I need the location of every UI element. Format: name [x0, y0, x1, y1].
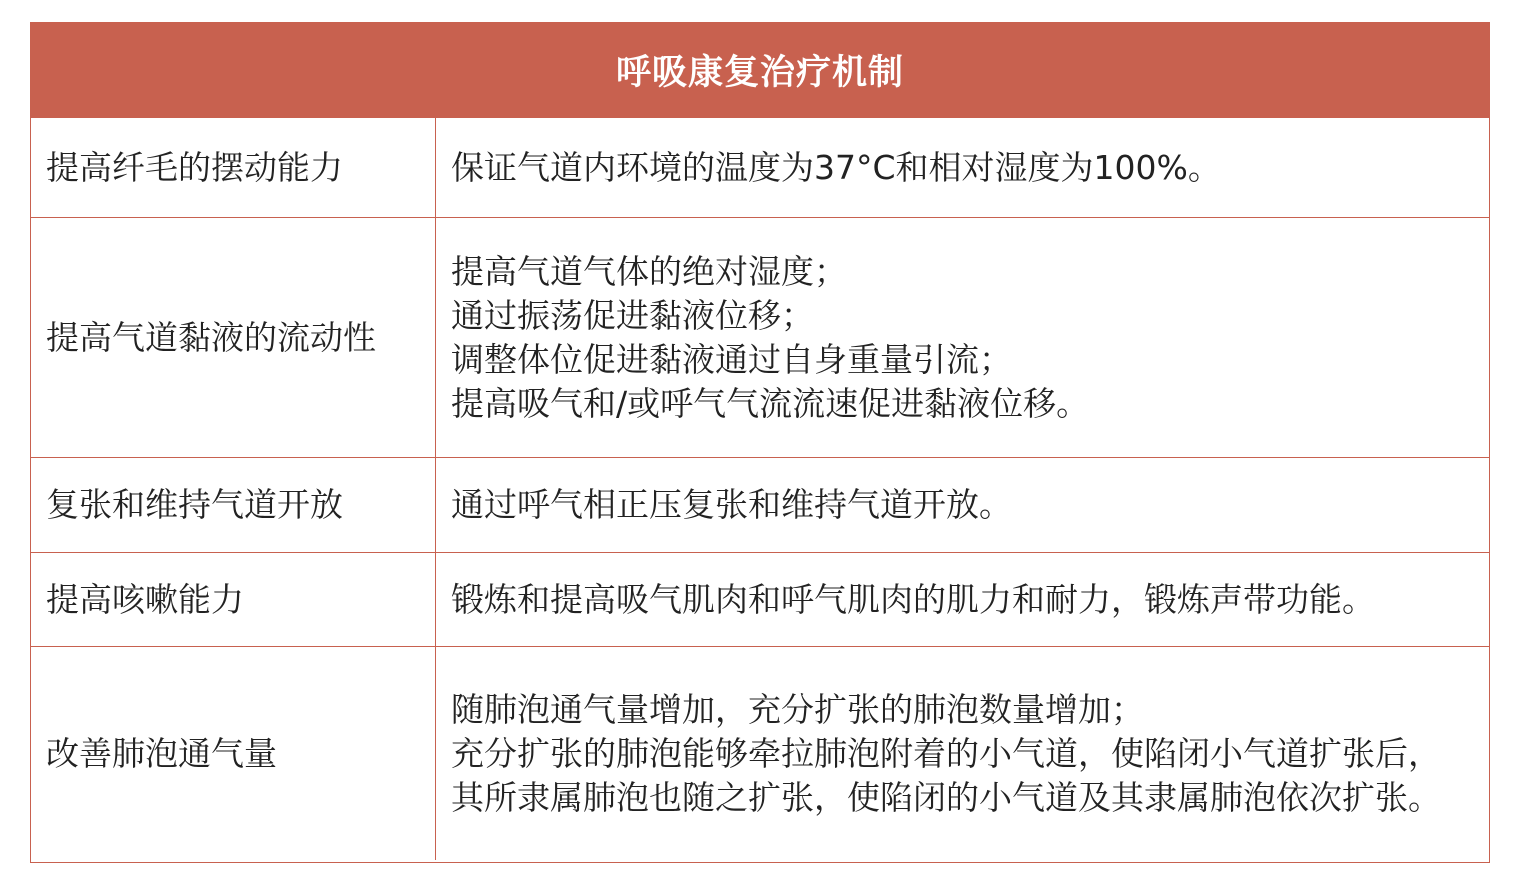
mechanism-table	[30, 22, 1490, 863]
detail-line: 锻炼和提高吸气肌肉和呼气肌肉的肌力和耐力，锻炼声带功能。	[451, 579, 1375, 619]
mechanism-cell	[31, 118, 436, 217]
table-row	[31, 217, 1489, 457]
mechanism-label: 改善肺泡通气量	[46, 733, 277, 773]
mechanism-label: 提高纤毛的摆动能力	[46, 147, 343, 187]
table-row	[31, 552, 1489, 646]
details-cell	[436, 647, 1489, 860]
mechanism-label: 提高咳嗽能力	[46, 579, 244, 619]
mechanism-cell	[31, 553, 436, 646]
detail-line: 通过呼气相正压复张和维持气道开放。	[451, 485, 1012, 524]
table-row	[31, 457, 1489, 552]
mechanism-cell	[31, 647, 436, 860]
detail-line: 随肺泡通气量增加，充分扩张的肺泡数量增加；	[451, 689, 1144, 729]
table-row	[31, 646, 1489, 860]
details-cell	[436, 458, 1489, 552]
detail-line: 充分扩张的肺泡能够牵拉肺泡附着的小气道，使陷闭小气道扩张后，其所隶属肺泡也随之扩张，使陷闭的小气道及其隶属肺泡依次扩张。	[451, 733, 1441, 817]
table-row	[31, 117, 1489, 217]
detail-line: 调整体位促进黏液通过自身重量引流；	[451, 339, 1012, 379]
mechanism-cell	[31, 458, 436, 552]
mechanism-label: 复张和维持气道开放	[46, 485, 343, 524]
mechanism-label: 提高气道黏液的流动性	[46, 317, 376, 357]
table-title: 呼吸康复治疗机制	[31, 23, 1489, 117]
detail-line: 通过振荡促进黏液位移；	[451, 295, 814, 335]
details-cell	[436, 118, 1489, 217]
mechanism-cell	[31, 218, 436, 457]
detail-line: 保证气道内环境的温度为37°C和相对湿度为100%。	[451, 147, 1221, 187]
details-cell	[436, 553, 1489, 646]
detail-line: 提高气道气体的绝对湿度；	[451, 251, 847, 291]
details-cell	[436, 218, 1489, 457]
detail-line: 提高吸气和/或呼气气流流速促进黏液位移。	[451, 383, 1090, 423]
